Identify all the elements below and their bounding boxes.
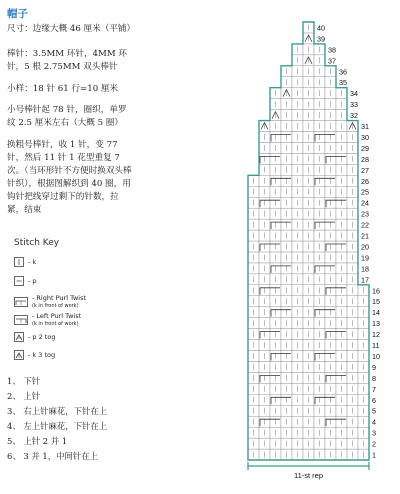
row-number: 33: [350, 100, 358, 110]
row-number: 34: [350, 89, 358, 99]
legend-item: 4、 左上针麻花，下针在上: [7, 421, 108, 431]
row-number: 17: [361, 275, 369, 285]
size-text: 尺寸：边缘大概 46 厘米（平铺）: [7, 24, 136, 34]
key-label-knit: - k: [28, 258, 37, 266]
key-label-purl: - p: [28, 277, 37, 285]
row-number: 39: [317, 34, 325, 44]
gauge-text: 小样：18 针 61 行=10 厘米: [7, 84, 119, 94]
row-number: 4: [372, 417, 376, 427]
row-number: 25: [361, 187, 369, 197]
legend-item: 1、 下针: [7, 376, 41, 386]
cast-on-text: 小号棒针起 78 针，圈织，单罗纹 2.5 厘米左右（大概 5 圈）: [7, 105, 127, 128]
row-number: 37: [328, 56, 336, 66]
key-label-p2tog: - p 2 tog: [28, 333, 56, 341]
row-number: 21: [361, 231, 369, 241]
row-number: 16: [372, 286, 380, 296]
row-number: 3: [372, 428, 376, 438]
row-number: 5: [372, 406, 376, 416]
legend-item: 2、 上针: [7, 391, 41, 401]
row-number: 40: [317, 23, 325, 33]
needles-text: 棒针：3.5MM 环针，4MM 环针，5 根 2.75MM 双头棒针: [7, 49, 127, 72]
row-number: 29: [361, 143, 369, 153]
row-number: 35: [339, 78, 347, 88]
key-label-k3tog: - k 3 tog: [28, 351, 56, 359]
stitch-key-title: Stitch Key: [14, 238, 60, 248]
legend-item: 5、 上针 2 并 1: [7, 436, 68, 446]
repeat-label: 11-st rep: [293, 471, 324, 480]
legend-item: 6、 3 并 1，中间针在上: [7, 451, 98, 461]
body-text: 换粗号棒针，收 1 针，变 77 针，然后 11 针 1 花型重复 7 次。（当环形针不方便时换双头棒针织），根据图解织到 40 圈，用钩针把线穿过剩下的针数，拉紧，结束: [7, 140, 132, 215]
row-number: 15: [372, 297, 380, 307]
row-number: 28: [361, 154, 369, 164]
row-number: 10: [372, 351, 380, 361]
row-number: 36: [339, 67, 347, 77]
row-number: 7: [372, 384, 376, 394]
row-number: 12: [372, 330, 380, 340]
row-number: 2: [372, 439, 376, 449]
row-number: 32: [350, 111, 358, 121]
row-number: 26: [361, 176, 369, 186]
row-number: 6: [372, 395, 376, 405]
row-number: 38: [328, 45, 336, 55]
row-number: 11: [372, 341, 380, 351]
key-label-left-twist: - Left Purl Twist (k in front of work): [32, 312, 82, 327]
row-number: 14: [372, 308, 380, 318]
row-number: 8: [372, 373, 376, 383]
row-number: 1: [372, 450, 376, 460]
row-number: 19: [361, 253, 369, 263]
row-number: 24: [361, 198, 369, 208]
row-number: 23: [361, 209, 369, 219]
row-number: 9: [372, 362, 376, 372]
row-number: 22: [361, 220, 369, 230]
page-title: 帽子: [7, 8, 28, 20]
row-number: 30: [361, 132, 369, 142]
row-number: 27: [361, 165, 369, 175]
row-number: 31: [361, 122, 369, 132]
key-label-right-twist: - Right Purl Twist (k in front of work): [32, 294, 87, 309]
row-number: 20: [361, 242, 369, 252]
legend-item: 3、 右上针麻花，下针在上: [7, 406, 108, 416]
row-number: 13: [372, 319, 380, 329]
row-number: 18: [361, 264, 369, 274]
